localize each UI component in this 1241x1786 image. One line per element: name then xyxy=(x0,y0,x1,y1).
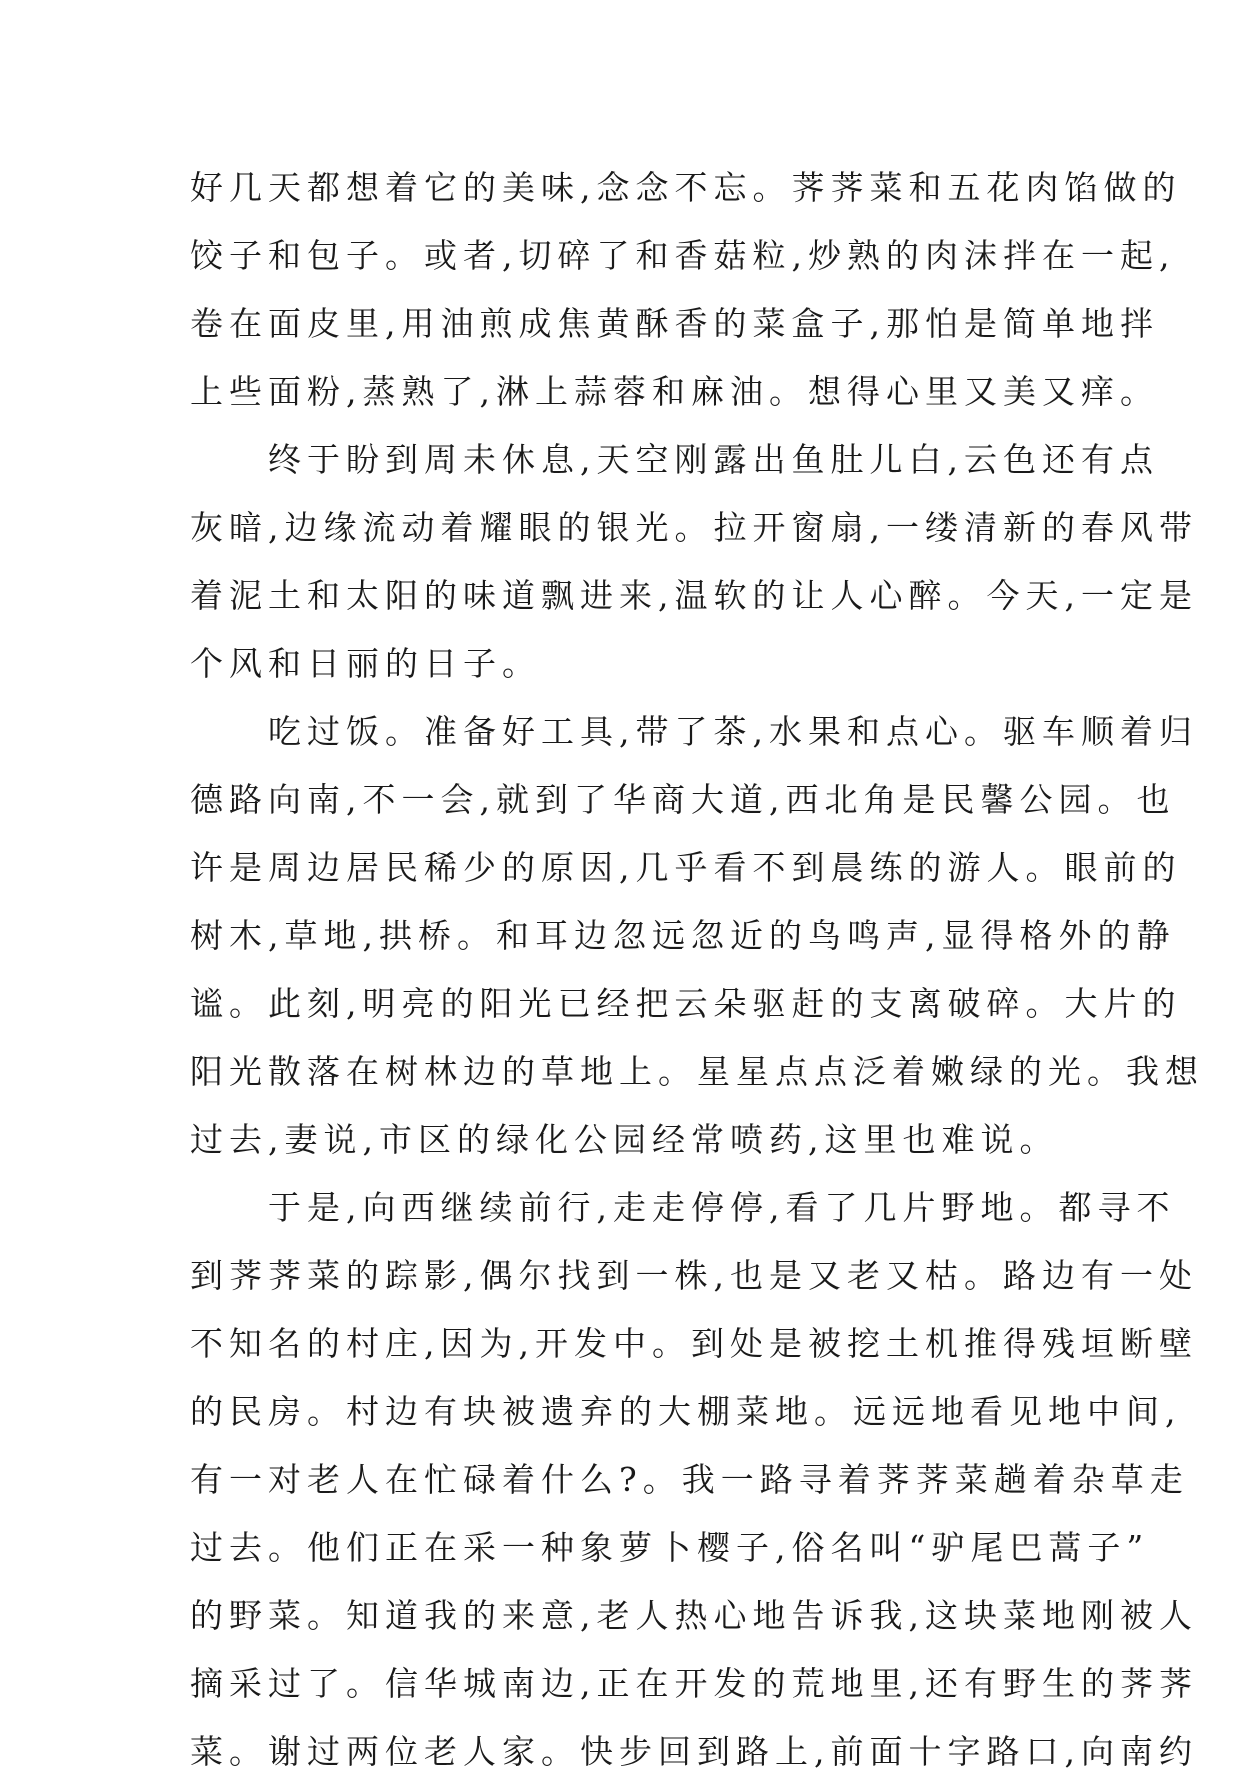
text-line: 有一对老人在忙碌着什么?。我一路寻着荠荠菜趟着杂草走 xyxy=(190,1460,1189,1499)
text-line: 谧。此刻,明亮的阳光已经把云朵驱赶的支离破碎。大片的 xyxy=(190,984,1182,1023)
text-line: 吃过饭。准备好工具,带了茶,水果和点心。驱车顺着归 xyxy=(190,712,1198,751)
text-line: 于是,向西继续前行,走走停停,看了几片野地。都寻不 xyxy=(190,1188,1176,1227)
text-line: 着泥土和太阳的味道飘进来,温软的让人心醉。今天,一定是 xyxy=(190,576,1198,615)
text-line: 摘采过了。信华城南边,正在开发的荒地里,还有野生的荠荠 xyxy=(190,1664,1198,1703)
text-line: 许是周边居民稀少的原因,几乎看不到晨练的游人。眼前的 xyxy=(190,848,1182,887)
text-line: 树木,草地,拱桥。和耳边忽远忽近的鸟鸣声,显得格外的静 xyxy=(190,916,1176,955)
text-line: 上些面粉,蒸熟了,淋上蒜蓉和麻油。想得心里又美又痒。 xyxy=(190,372,1159,411)
text-line: 个风和日丽的日子。 xyxy=(190,644,541,683)
text-line: 终于盼到周未休息,天空刚露出鱼肚儿白,云色还有点 xyxy=(190,440,1159,479)
text-line: 饺子和包子。或者,切碎了和香菇粒,炒熟的肉沫拌在一起, xyxy=(190,236,1176,275)
text-line: 过去。他们正在采一种象萝卜樱子,俗名叫“驴尾巴蒿子” xyxy=(190,1528,1150,1567)
text-line: 德路向南,不一会,就到了华商大道,西北角是民馨公园。也 xyxy=(190,780,1176,819)
text-line: 好几天都想着它的美味,念念不忘。荠荠菜和五花肉馅做的 xyxy=(190,168,1182,207)
text-line: 到荠荠菜的踪影,偶尔找到一株,也是又老又枯。路边有一处 xyxy=(190,1256,1198,1295)
text-line: 菜。谢过两位老人家。快步回到路上,前面十字路口,向南约 xyxy=(190,1732,1198,1771)
text-line: 灰暗,边缘流动着耀眼的银光。拉开窗扇,一缕清新的春风带 xyxy=(190,508,1198,547)
text-line: 不知名的村庄,因为,开发中。到处是被挖土机推得残垣断壁 xyxy=(190,1324,1198,1363)
article-body xyxy=(190,154,1204,1786)
text-line: 卷在面皮里,用油煎成焦黄酥香的菜盒子,那怕是简单地拌 xyxy=(190,304,1159,343)
text-line: 阳光散落在树林边的草地上。星星点点泛着嫩绿的光。我想 xyxy=(190,1052,1204,1091)
text-line: 过去,妻说,市区的绿化公园经常喷药,这里也难说。 xyxy=(190,1120,1059,1159)
text-line: 的野菜。知道我的来意,老人热心地告诉我,这块菜地刚被人 xyxy=(190,1596,1198,1635)
text-line: 的民房。村边有块被遗弃的大棚菜地。远远地看见地中间, xyxy=(190,1392,1182,1431)
